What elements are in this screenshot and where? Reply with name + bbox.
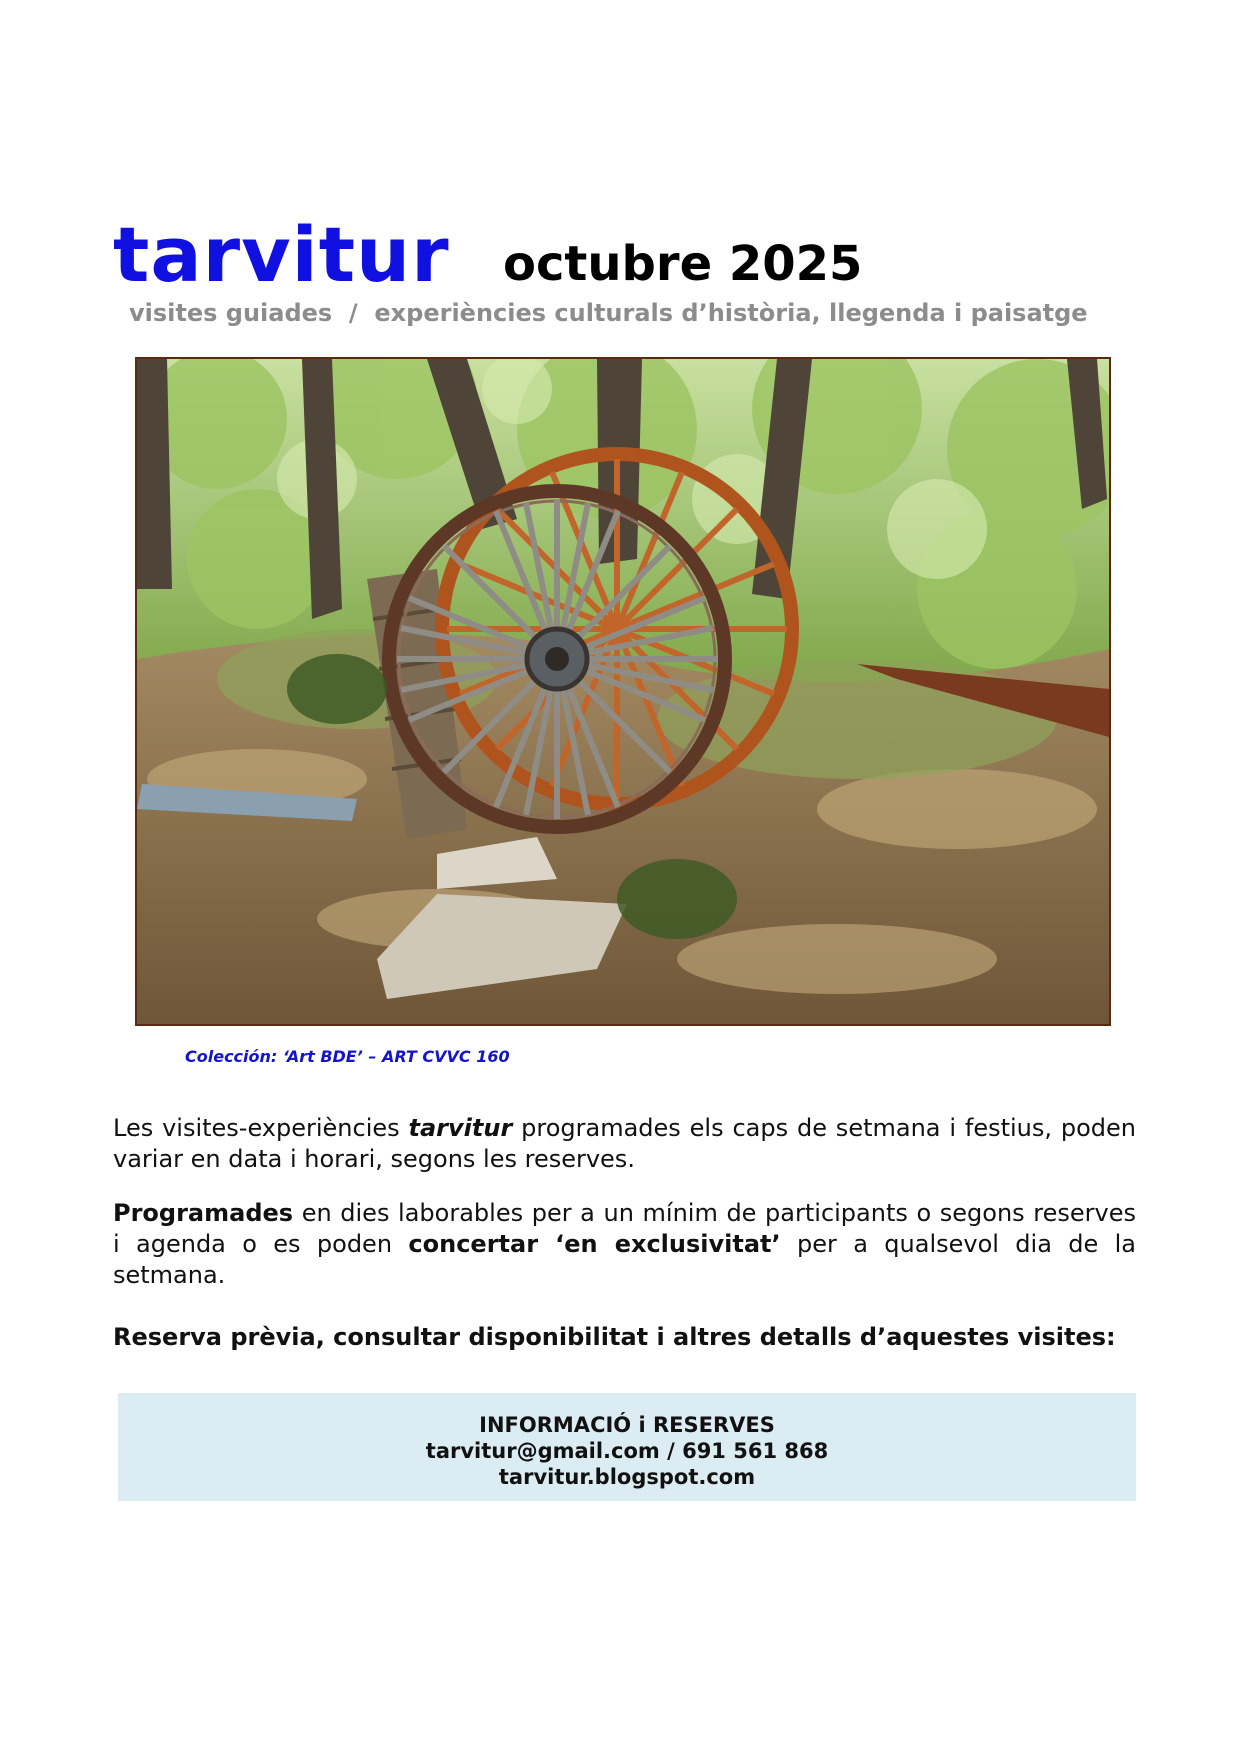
page-header [113,210,1143,330]
photo-caption: Colección: ‘Art BDE’ – ART CVVC 160 [185,1047,510,1066]
paragraph-schedule [113,1113,1136,1175]
emphasis-text: Programades [113,1199,294,1227]
info-title: INFORMACIÓ i RESERVES [479,1413,775,1437]
month-title: octubre 2025 [503,236,863,292]
brand-title: tarvitur [113,210,450,299]
tagline: visites guiades / experiències culturals d’història, llegenda i paisatge [129,299,1088,327]
paragraph-text: per a qualsevol dia de la setmana. [113,1230,1136,1289]
info-website-link[interactable]: tarvitur.blogspot.com [498,1465,756,1489]
info-box [118,1393,1136,1501]
brand-inline: tarvitur [408,1114,513,1142]
emphasis-text: concertar ‘en exclusivitat’ [408,1230,781,1258]
photo-wagon-wheels [135,357,1111,1026]
paragraph-booking: Reserva prèvia, consultar disponibilitat i altres detalls d’aquestes visites: [113,1323,1116,1351]
photo-illustration [137,359,1109,1024]
paragraph-text: Les visites-experiències [113,1114,409,1142]
info-contact[interactable]: tarvitur@gmail.com / 691 561 868 [425,1439,829,1463]
paragraph-text: en dies laborables per a un mínim de participants o segons reserves i agenda o es poden [113,1199,1136,1258]
paragraph-weekdays [113,1198,1136,1291]
paragraph-text: programades els caps de setmana i festius, poden variar en data i horari, segons les reserves. [113,1114,1136,1173]
